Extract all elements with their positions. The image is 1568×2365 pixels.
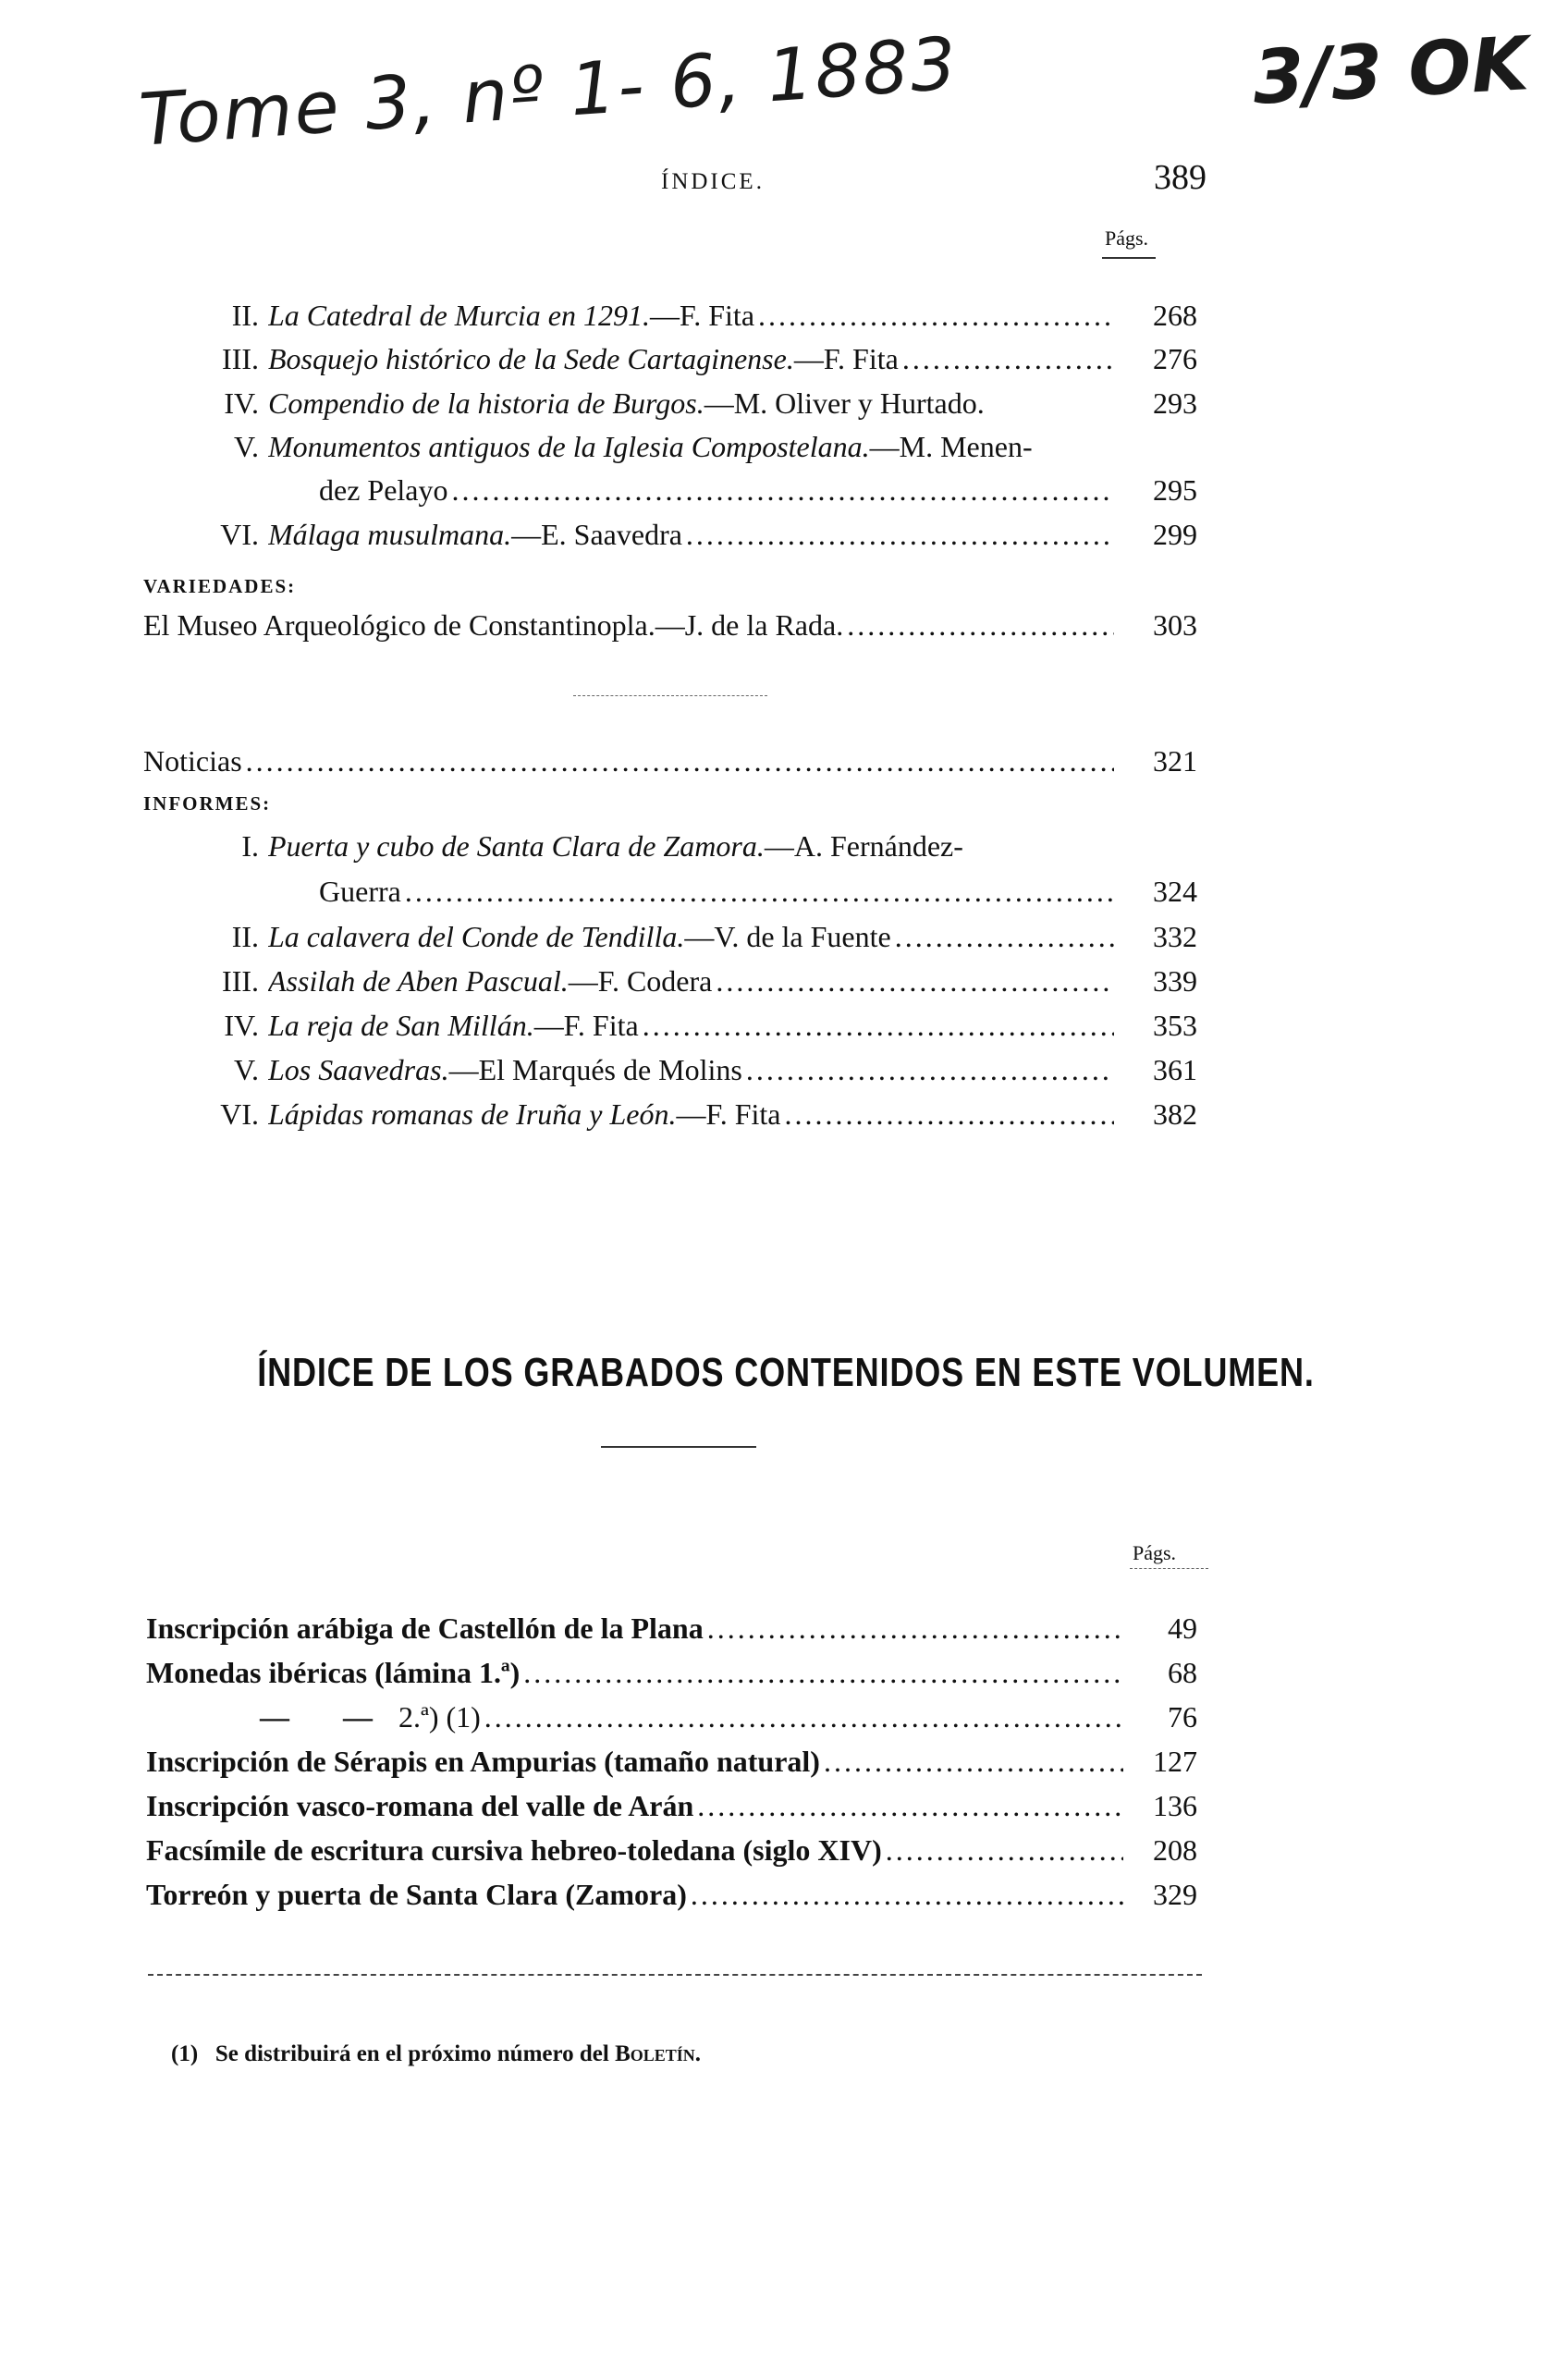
entry-title: Lápidas romanas de Iruña y León. [268, 1097, 677, 1131]
entry-author: —A. Fernández- [764, 829, 963, 863]
entry-page: 321 [1153, 744, 1197, 778]
index-entry [143, 1005, 1197, 1046]
footnote [171, 2041, 701, 2067]
entry-title: La calavera del Conde de Tendilla. [268, 920, 685, 953]
engraving-page: 76 [1168, 1700, 1197, 1734]
engraving-entry [146, 1740, 1197, 1783]
section-label-informes: INFORMES: [143, 792, 272, 815]
index-entry [143, 961, 1197, 1001]
engraving-text: Monedas ibéricas (lámina 1.ª) [146, 1656, 521, 1689]
index-entry-continuation [143, 470, 1197, 510]
entry-title: Monumentos antiguos de la Iglesia Compostelana. [268, 430, 870, 463]
entry-page: 293 [1153, 386, 1197, 420]
engravings-index-title: ÍNDICE DE LOS GRABADOS CONTENIDOS EN ESTE VOLUMEN. [257, 1350, 1315, 1395]
engraving-text: Inscripción arábiga de Castellón de la Plana [146, 1611, 704, 1645]
handwritten-volume-note: Tome 3, nº 1- 6, 1883 [136, 22, 962, 163]
entry-number: V. [234, 1053, 259, 1086]
engraving-text: Inscripción vasco-romana del valle de Arán [146, 1789, 694, 1822]
entry-author: —F. Fita [533, 1009, 639, 1042]
engraving-text: Facsímile de escritura cursiva hebreo-toledana (siglo XIV) [146, 1833, 882, 1867]
entry-page: 295 [1153, 473, 1197, 507]
entry-number: IV. [224, 386, 259, 420]
entry-continuation-text: Guerra [319, 875, 401, 908]
index-entry [143, 605, 1197, 645]
entry-page: 361 [1153, 1053, 1197, 1086]
engraving-entry [146, 1696, 1197, 1738]
engraving-page: 136 [1153, 1789, 1197, 1822]
engraving-entry [146, 1829, 1197, 1871]
entry-author: —F. Fita [650, 299, 755, 332]
footnote-text: Se distribuirá en el próximo número del [214, 2041, 609, 2066]
ditto-dash: — [260, 1700, 289, 1734]
entry-author: —El Marqués de Molins [448, 1053, 742, 1086]
entry-number: IV. [224, 1009, 259, 1042]
engraving-text: Inscripción de Sérapis en Ampurias (tamaño natural) [146, 1745, 820, 1778]
index-entry-continuation [143, 871, 1197, 912]
page-number: 389 [1154, 158, 1207, 197]
engraving-entry [146, 1651, 1197, 1694]
entry-author: —M. Menen- [869, 430, 1033, 463]
engraving-entry [146, 1607, 1197, 1649]
footnote-separator [148, 1974, 1202, 1976]
engraving-text: Torreón y puerta de Santa Clara (Zamora) [146, 1878, 687, 1911]
handwritten-check-note: 3/3 OK [1250, 20, 1531, 121]
pags-underline [1130, 1568, 1208, 1569]
section-separator [573, 695, 767, 696]
entry-page: 324 [1153, 875, 1197, 908]
pags-column-label: Págs. [1133, 1541, 1177, 1564]
pags-column-label: Págs. [1105, 227, 1149, 250]
entry-title: La reja de San Millán. [268, 1009, 534, 1042]
engraving-page: 68 [1168, 1656, 1197, 1689]
engraving-entry [146, 1873, 1197, 1916]
entry-continuation-text: dez Pelayo [319, 473, 448, 507]
index-entry [143, 916, 1197, 957]
entry-title: Assilah de Aben Pascual. [268, 964, 569, 998]
entry-author: —F. Fita [793, 342, 899, 375]
entry-page: 268 [1153, 299, 1197, 332]
entry-author: —E. Saavedra [511, 518, 682, 551]
engraving-page: 329 [1153, 1878, 1197, 1911]
engraving-page: 127 [1153, 1745, 1197, 1778]
entry-page: 303 [1153, 608, 1197, 642]
entry-text: El Museo Arqueológico de Constantinopla.—J. de la Rada. [143, 608, 844, 642]
entry-page: 382 [1153, 1097, 1197, 1131]
index-entry [143, 383, 1197, 423]
footnote-marker: (1) [171, 2041, 199, 2066]
engraving-page: 208 [1153, 1833, 1197, 1867]
entry-page: 332 [1153, 920, 1197, 953]
entry-title: Compendio de la historia de Burgos. [268, 386, 704, 420]
entry-title: La Catedral de Murcia en 1291. [268, 299, 650, 332]
entry-page: 276 [1153, 342, 1197, 375]
entry-page: 353 [1153, 1009, 1197, 1042]
entry-number: III. [222, 342, 259, 375]
engraving-page: 49 [1168, 1611, 1197, 1645]
entry-number: VI. [220, 1097, 259, 1131]
running-head: ÍNDICE. [661, 169, 765, 194]
index-entry [143, 295, 1197, 336]
title-rule [601, 1446, 756, 1448]
index-entry [143, 426, 1197, 467]
entry-number: VI. [220, 518, 259, 551]
entry-page: 339 [1153, 964, 1197, 998]
entry-author: —F. Fita [676, 1097, 781, 1131]
index-entry [143, 826, 1197, 866]
entry-text: Noticias [143, 744, 242, 778]
entry-title: Bosquejo histórico de la Sede Cartaginense. [268, 342, 794, 375]
section-label-variedades: VARIEDADES: [143, 575, 297, 597]
entry-number: III. [222, 964, 259, 998]
pags-underline [1102, 257, 1156, 259]
engraving-entry [146, 1784, 1197, 1827]
entry-title: Puerta y cubo de Santa Clara de Zamora. [268, 829, 765, 863]
index-entry [143, 1049, 1197, 1090]
entry-author: —M. Oliver y Hurtado. [704, 386, 985, 420]
footnote-journal: Boletín. [615, 2041, 702, 2066]
entry-number: V. [234, 430, 259, 463]
entry-author: —F. Codera [568, 964, 713, 998]
index-entry [143, 338, 1197, 379]
index-entry [143, 514, 1197, 555]
entry-number: II. [231, 920, 259, 953]
entry-author: —V. de la Fuente [684, 920, 891, 953]
entry-number: II. [231, 299, 259, 332]
ditto-dash: — [343, 1700, 373, 1734]
entry-title: Los Saavedras. [268, 1053, 449, 1086]
index-entry [143, 1094, 1197, 1134]
engraving-text: 2.ª) (1) [398, 1700, 481, 1734]
index-entry [143, 741, 1197, 781]
entry-number: I. [241, 829, 259, 863]
entry-page: 299 [1153, 518, 1197, 551]
entry-title: Málaga musulmana. [268, 518, 512, 551]
